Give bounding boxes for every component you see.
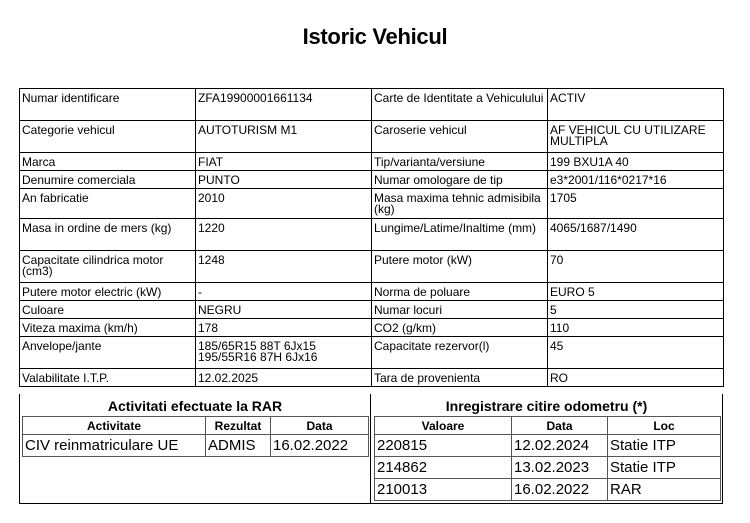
value-tip-varianta: 199 BXU1A 40: [548, 153, 724, 171]
value-anvelope-jante: 185/65R15 88T 6Jx15 195/55R16 87H 6Jx16: [196, 337, 372, 369]
label-caroserie-vehicul: Caroserie vehicul: [372, 121, 548, 153]
odometer-value: 210013: [375, 479, 512, 501]
label-an-fabricatie: An fabricatie: [20, 189, 196, 219]
value-an-fabricatie: 2010: [196, 189, 372, 219]
label-putere-motor-electric: Putere motor electric (kW): [20, 283, 196, 301]
label-co2: CO2 (g/km): [372, 319, 548, 337]
table-row: [20, 219, 724, 251]
activity-name: CIV reinmatriculare UE: [23, 435, 206, 457]
value-caroserie-vehicul: AF VEHICUL CU UTILIZARE MULTIPLA: [548, 121, 724, 153]
table-row: [20, 251, 724, 283]
odometer-location: Statie ITP: [608, 457, 721, 479]
value-masa-ordine-mers: 1220: [196, 219, 372, 251]
label-putere-motor: Putere motor (kW): [372, 251, 548, 283]
odometer-panel: [371, 394, 722, 503]
table-row: [375, 479, 721, 501]
table-row: [20, 89, 724, 121]
label-numar-locuri: Numar locuri: [372, 301, 548, 319]
value-putere-motor: 70: [548, 251, 724, 283]
odometer-location: Statie ITP: [608, 435, 721, 457]
header-loc: Loc: [608, 417, 721, 435]
label-tip-varianta: Tip/varianta/versiune: [372, 153, 548, 171]
label-anvelope-jante: Anvelope/jante: [20, 337, 196, 369]
activity-result: ADMIS: [206, 435, 271, 457]
value-denumire-comerciala: PUNTO: [196, 171, 372, 189]
table-row: [20, 283, 724, 301]
label-masa-ordine-mers: Masa in ordine de mers (kg): [20, 219, 196, 251]
value-putere-motor-electric: -: [196, 283, 372, 301]
table-header-row: [23, 417, 369, 435]
vehicle-details-table: [19, 88, 724, 387]
table-row: [20, 319, 724, 337]
table-row: [20, 171, 724, 189]
label-numar-identificare: Numar identificare: [20, 89, 196, 121]
table-row: [20, 189, 724, 219]
label-capacitate-cilindrica: Capacitate cilindrica motor (cm3): [20, 251, 196, 283]
value-numar-identificare: ZFA19900001661134: [196, 89, 372, 121]
odometer-value: 220815: [375, 435, 512, 457]
header-activitate: Activitate: [23, 417, 206, 435]
activity-date: 16.02.2022: [271, 435, 369, 457]
history-section: [19, 394, 723, 504]
value-numar-locuri: 5: [548, 301, 724, 319]
value-numar-omologare: e3*2001/116*0217*16: [548, 171, 724, 189]
value-tara-provenienta: RO: [548, 369, 724, 387]
value-marca: FIAT: [196, 153, 372, 171]
activities-panel: [20, 394, 371, 503]
value-norma-poluare: EURO 5: [548, 283, 724, 301]
label-denumire-comerciala: Denumire comerciala: [20, 171, 196, 189]
table-row: [20, 121, 724, 153]
odometer-date: 16.02.2022: [512, 479, 608, 501]
label-norma-poluare: Norma de poluare: [372, 283, 548, 301]
label-marca: Marca: [20, 153, 196, 171]
header-valoare: Valoare: [375, 417, 512, 435]
label-culoare: Culoare: [20, 301, 196, 319]
value-capacitate-cilindrica: 1248: [196, 251, 372, 283]
table-row: [20, 369, 724, 387]
header-rezultat: Rezultat: [206, 417, 271, 435]
label-numar-omologare: Numar omologare de tip: [372, 171, 548, 189]
value-valabilitate-itp: 12.02.2025: [196, 369, 372, 387]
table-row: [375, 457, 721, 479]
table-row: [20, 153, 724, 171]
label-masa-maxima: Masa maxima tehnic admisibila (kg): [372, 189, 548, 219]
label-valabilitate-itp: Valabilitate I.T.P.: [20, 369, 196, 387]
value-viteza-maxima: 178: [196, 319, 372, 337]
table-row: [20, 301, 724, 319]
value-culoare: NEGRU: [196, 301, 372, 319]
header-data: Data: [271, 417, 369, 435]
value-co2: 110: [548, 319, 724, 337]
odometer-title: Inregistrare citire odometru (*): [445, 398, 648, 414]
label-viteza-maxima: Viteza maxima (km/h): [20, 319, 196, 337]
table-header-row: [375, 417, 721, 435]
odometer-date: 13.02.2023: [512, 457, 608, 479]
label-tara-provenienta: Tara de provenienta: [372, 369, 548, 387]
label-carte-identitate: Carte de Identitate a Vehiculului: [372, 89, 548, 121]
header-data: Data: [512, 417, 608, 435]
activities-table: [22, 416, 369, 457]
value-dimensiuni: 4065/1687/1490: [548, 219, 724, 251]
label-dimensiuni: Lungime/Latime/Inaltime (mm): [372, 219, 548, 251]
odometer-table: [374, 416, 721, 501]
value-capacitate-rezervor: 45: [548, 337, 724, 369]
value-masa-maxima: 1705: [548, 189, 724, 219]
value-carte-identitate: ACTIV: [548, 89, 724, 121]
table-row: [375, 435, 721, 457]
page-title: Istoric Vehicul: [302, 24, 448, 49]
label-categorie-vehicul: Categorie vehicul: [20, 121, 196, 153]
table-row: [20, 337, 724, 369]
label-capacitate-rezervor: Capacitate rezervor(l): [372, 337, 548, 369]
odometer-value: 214862: [375, 457, 512, 479]
odometer-location: RAR: [608, 479, 721, 501]
odometer-date: 12.02.2024: [512, 435, 608, 457]
table-row: [23, 435, 369, 457]
value-categorie-vehicul: AUTOTURISM M1: [196, 121, 372, 153]
activities-title: Activitati efectuate la RAR: [107, 398, 283, 414]
